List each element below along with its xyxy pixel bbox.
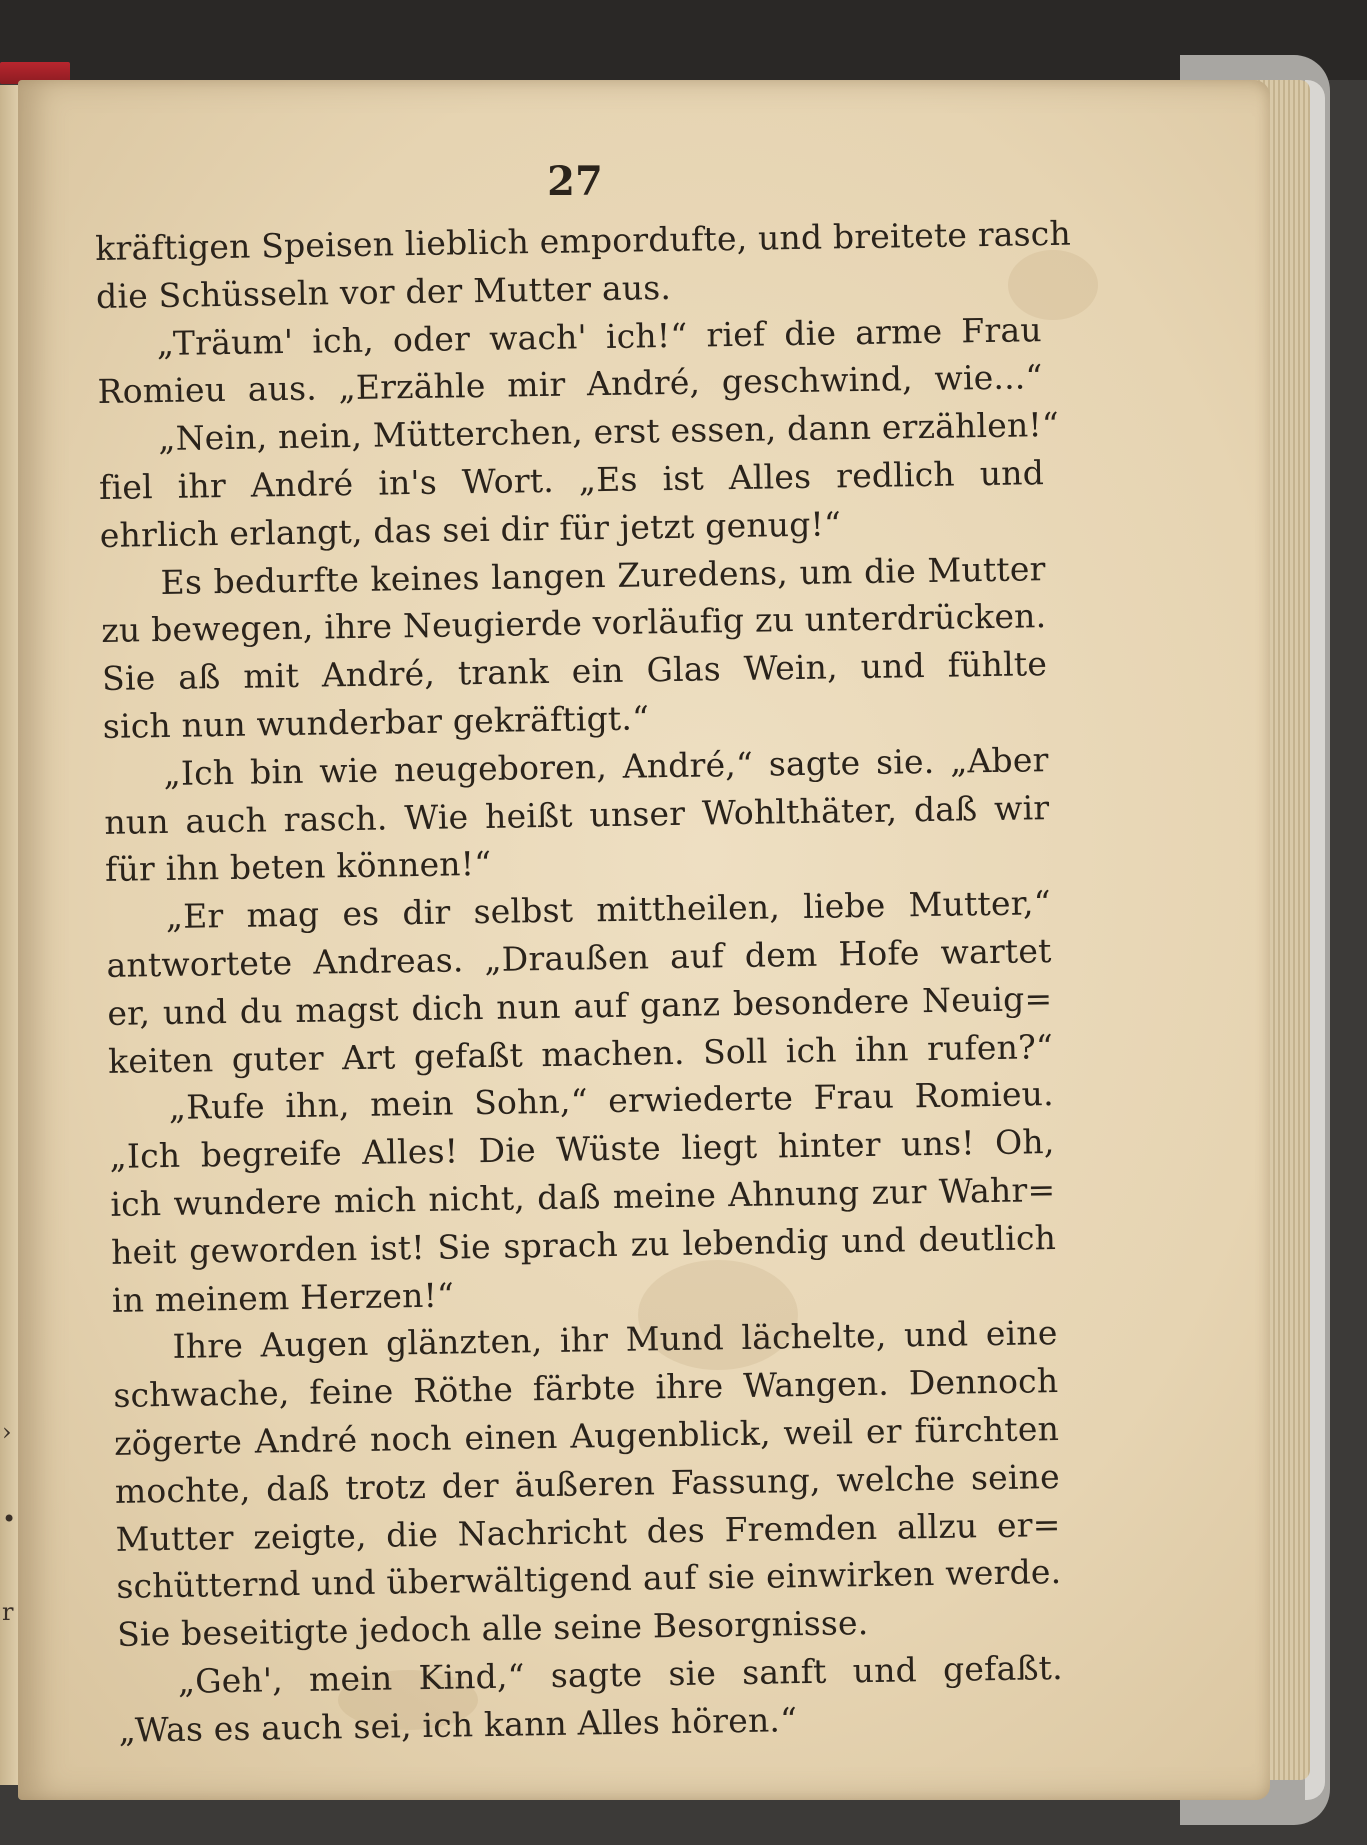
text-line: sich nun wunderbar gekräftigt.“ <box>102 698 650 746</box>
text-line: Mutter zeigte, die Nachricht des Fremden allzu er= <box>115 1504 1061 1559</box>
text-line: Romieu aus. „Erzähle mir André, geschwind, wie...“ <box>97 357 1043 412</box>
book-binding <box>0 0 1367 80</box>
text-line: antwortete Andreas. „Draußen auf dem Hofe wartet <box>106 931 1052 985</box>
text-line: kräftigen Speisen lieblich empordufte, und breitete rasch <box>95 213 1072 268</box>
text-line: schütternd und überwältigend auf sie einwirken werde. <box>116 1552 1062 1607</box>
margin-mark: › <box>2 1418 12 1446</box>
text-line: „Geh', mein Kind,“ sagte sie sanft und gefaßt. <box>177 1647 1064 1701</box>
text-line: für ihn beten können!“ <box>104 844 492 890</box>
text-line: zögerte André noch einen Augenblick, weil er fürchten <box>113 1408 1060 1463</box>
text-line: „Nein, nein, Mütterchen, erst essen, dann erzählen!“ <box>158 405 1060 459</box>
text-line: in meinem Herzen!“ <box>111 1275 455 1320</box>
text-line: Ihre Augen glänzten, ihr Mund lächelte, und eine <box>172 1313 1058 1367</box>
text-line: „Ich bin wie neugeboren, André,“ sagte sie. „Aber <box>163 739 1049 793</box>
text-line: „Träum' ich, oder wach' ich!“ rief die arme Frau <box>156 309 1043 363</box>
margin-mark: • <box>2 1505 17 1533</box>
text-line: „Rufe ihn, mein Sohn,“ erwiederte Frau Romieu. <box>168 1074 1055 1128</box>
text-line: Es bedurfte keines langen Zuredens, um die Mutter <box>160 548 1046 602</box>
text-line: mochte, daß trotz der äußeren Fassung, welche seine <box>114 1456 1061 1511</box>
margin-mark: r <box>2 1598 14 1626</box>
text-line: keiten guter Art gefaßt machen. Soll ich ihn rufen?“ <box>107 1026 1054 1081</box>
text-line: Sie beseitigte jedoch alle seine Besorgnisse. <box>116 1603 869 1654</box>
text-line: die Schüsseln vor der Mutter aus. <box>95 267 672 316</box>
text-line: Sie aß mit André, trank ein Glas Wein, und fühlte <box>101 644 1048 699</box>
text-line: er, und du magst dich nun auf ganz besondere Neuig= <box>107 978 1053 1033</box>
text-line: „Er mag es dir selbst mittheilen, liebe Mutter,“ <box>165 883 1052 937</box>
text-line: „Was es auch sei, ich kann Alles hören.“ <box>118 1699 798 1750</box>
text-line: ehrlich erlangt, das sei dir für jetzt genug!“ <box>99 504 842 555</box>
text-line: heit geworden ist! Sie sprach zu lebendig und deutlich <box>110 1217 1057 1272</box>
text-line: zu bewegen, ihre Neugierde vorläufig zu unterdrücken. <box>101 596 1047 651</box>
page-number: 27 <box>547 158 603 205</box>
text-line: „Ich begreife Alles! Die Wüste liegt hinter uns! Oh, <box>109 1122 1055 1177</box>
page-text <box>95 210 1072 1754</box>
text-line: schwache, feine Röthe färbte ihre Wangen. Dennoch <box>113 1361 1059 1415</box>
text-line: nun auch rasch. Wie heißt unser Wohlthäter, daß wir <box>104 787 1050 842</box>
text-line: ich wundere mich nicht, daß meine Ahnung zur Wahr= <box>110 1169 1056 1224</box>
text-line: fiel ihr André in's Wort. „Es ist Alles redlich und <box>98 453 1045 507</box>
